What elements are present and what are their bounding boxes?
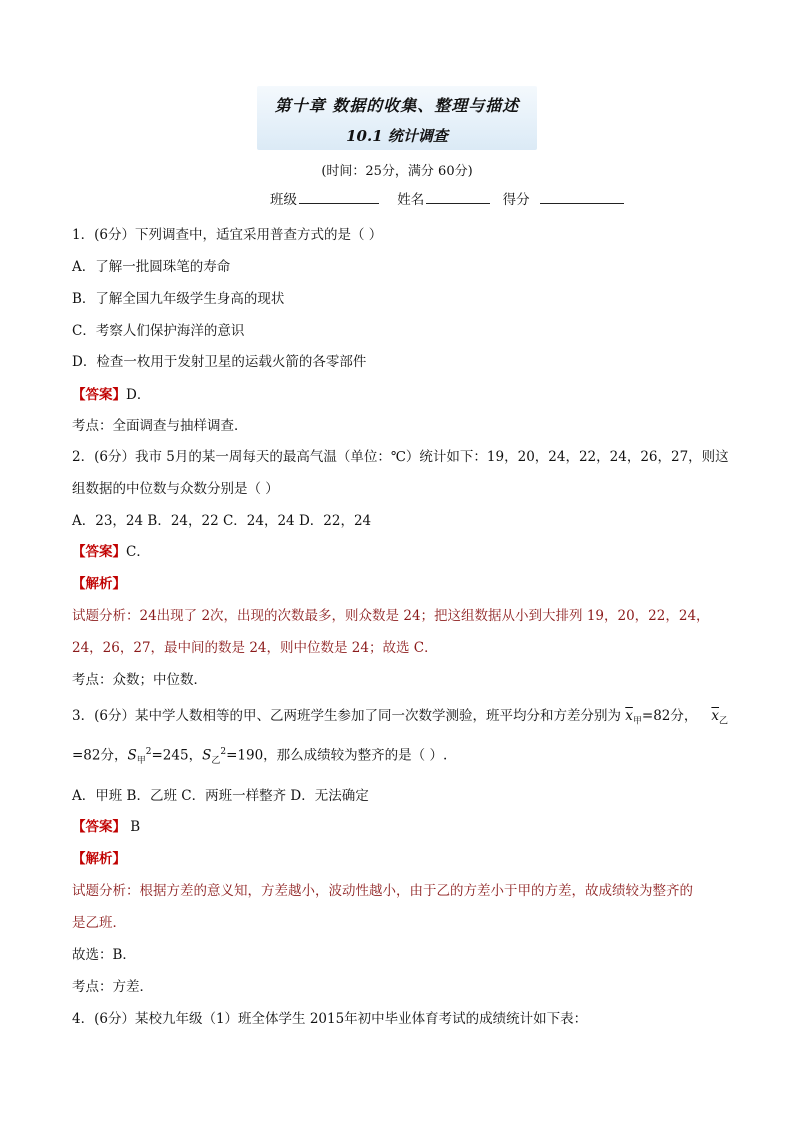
- name-blank[interactable]: [426, 189, 490, 204]
- time-note: (时间：25分，满分 60分): [321, 164, 473, 179]
- q1-stem: 1．(6分）下列调查中，适宜采用普查方式的是（ ）: [72, 227, 383, 243]
- square-sup: 2: [145, 747, 152, 757]
- q2-stem-line2: 组数据的中位数与众数分别是（ ）: [72, 481, 279, 497]
- q2-point: 考点：众数；中位数．: [72, 672, 207, 688]
- q2-stem-line1: 2．(6分）我市 5月的某一周每天的最高气温（单位：℃）统计如下：19，20，24，22，24，26，27，则这: [72, 449, 729, 465]
- x-bar-symbol-2: $\overline{x}$: [711, 708, 720, 724]
- yi-subscript: 乙: [719, 716, 729, 727]
- answer-label: 【答案】: [72, 544, 126, 560]
- q3-answer: [72, 818, 732, 836]
- q2-analysis-label: 【解析】: [72, 576, 126, 592]
- q1-option-a: A．了解一批圆珠笔的寿命: [72, 259, 231, 275]
- q3-point: 考点：方差．: [72, 979, 153, 995]
- square-sup-2: 2: [220, 747, 227, 757]
- answer-value: D．: [126, 387, 151, 403]
- x-bar-symbol: $\overline{x}$: [625, 708, 633, 724]
- q1-option-c: C．考察人们保护海洋的意识: [72, 323, 245, 339]
- score-label: 得分: [502, 192, 530, 208]
- q3-analysis-label: 【解析】: [72, 851, 126, 867]
- q3-stem-line2: [72, 743, 732, 770]
- q3-options: A．甲班 B．乙班 C．两班一样整齐 D．无法确定: [72, 788, 369, 804]
- student-info-line: [270, 188, 628, 208]
- mean-jia-value: =82分，: [641, 708, 698, 724]
- section-title: 10.1 统计调查: [346, 127, 448, 145]
- q1-option-b: B．了解全国九年级学生身高的现状: [72, 291, 285, 307]
- yi-subscript-2: 乙: [211, 756, 221, 767]
- variance-jia: =245，: [151, 747, 203, 764]
- jia-subscript-2: 甲: [136, 756, 146, 767]
- q4-stem: 4．(6分）某校九年级（1）班全体学生 2015年初中毕业体育考试的成绩统计如下表：: [72, 1011, 588, 1027]
- answer-label: 【答案】: [72, 387, 126, 403]
- q1-option-d: D．检查一枚用于发射卫星的运载火箭的各零部件: [72, 354, 367, 370]
- q2-answer: [72, 543, 732, 561]
- class-blank[interactable]: [299, 189, 379, 204]
- q3-conclusion: 故选：B．: [72, 947, 136, 963]
- chapter-title: 第十章 数据的收集、整理与描述: [274, 96, 520, 115]
- jia-subscript: 甲: [632, 716, 642, 727]
- answer-value: B: [126, 819, 141, 835]
- q2-analysis-line2: 24，26，27，最中间的数是 24，则中位数是 24；故选 C．: [72, 640, 438, 656]
- score-blank[interactable]: [540, 189, 624, 204]
- q1-answer: [72, 386, 732, 404]
- class-label: 班级: [270, 192, 297, 208]
- answer-value: C．: [126, 544, 150, 560]
- q3-stem-text: 3．(6分）某中学人数相等的甲、乙两班学生参加了同一次数学测验，班平均分和方差分别为: [72, 708, 626, 724]
- q3-stem-line1: [72, 707, 732, 731]
- q2-analysis-line1: 试题分析：24出现了 2次，出现的次数最多，则众数是 24；把这组数据从小到大排列 19，20，22，24，: [72, 608, 710, 624]
- s-symbol-2: S: [202, 747, 212, 764]
- q3-analysis-line1: 试题分析：根据方差的意义知，方差越小，波动性越小，由于乙的方差小于甲的方差，故成绩较为整齐的: [72, 883, 693, 899]
- q3-analysis-line2: 是乙班．: [72, 915, 126, 931]
- answer-label: 【答案】: [72, 819, 126, 835]
- name-label: 姓名: [397, 192, 425, 208]
- q2-options: A．23，24 B．24，22 C．24，24 D．22，24: [72, 513, 372, 529]
- s-symbol: S: [127, 747, 137, 764]
- q1-point: 考点：全面调查与抽样调查．: [72, 418, 248, 434]
- mean-yi-value: =82分，: [72, 747, 128, 764]
- variance-yi: =190，那么成绩较为整齐的是（ ）.: [226, 747, 448, 764]
